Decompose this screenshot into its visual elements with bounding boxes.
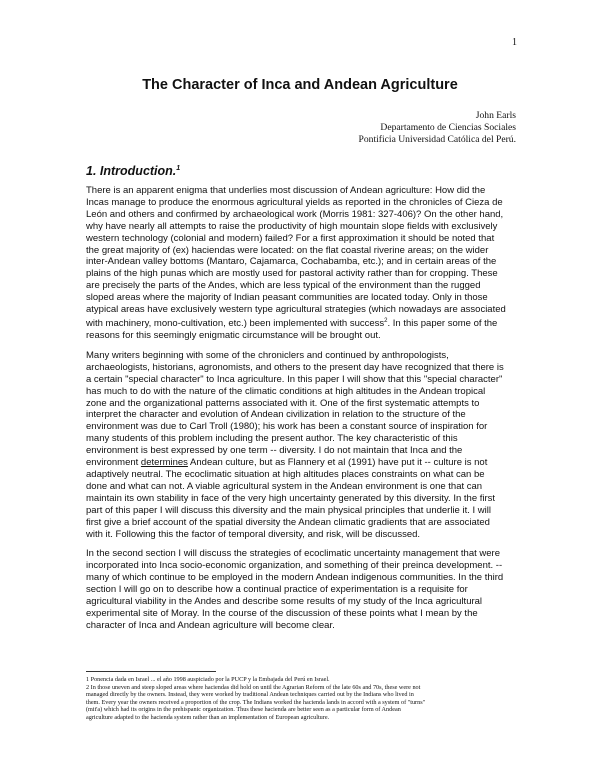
body-text bbox=[86, 185, 522, 640]
text-line: maintain its own stability in face of the very high uncertainty generated by this diversity. In the first bbox=[86, 492, 496, 504]
text-fragment: environment bbox=[86, 457, 139, 469]
paragraph-2 bbox=[86, 350, 522, 541]
underlined-word: determines bbox=[140, 457, 188, 469]
text-line: environment was due to Carl Troll (1980); his work has been a constant source of inspiration for bbox=[86, 421, 488, 433]
text-fragment: with machinery, mono-cultivation, etc.) been implemented with success bbox=[86, 318, 385, 330]
footnote-divider bbox=[86, 671, 216, 672]
author-department: Departamento de Ciencias Sociales bbox=[380, 122, 516, 133]
author-block bbox=[359, 110, 516, 146]
footnote-1: 1 Ponencia dada en Israel ... el año 1998 auspiciado por la PUCP y la Embajada del Perú en Israel. bbox=[86, 676, 330, 683]
text-fragment: Andean culture, but as Flannery et al (1991) have put it -- culture is not bbox=[187, 457, 488, 469]
text-line: experimental site of Moray. In the course of the discussion of these points what I mean by the bbox=[86, 607, 478, 619]
footnotes bbox=[86, 676, 522, 722]
text-line: interpret the character and evolution of Andean civilization in relation to the structure of the bbox=[86, 409, 466, 421]
section-heading-footnote-ref: 1 bbox=[176, 164, 181, 172]
footnote-ref-2: 2 bbox=[384, 317, 388, 324]
text-line: atypical areas have exclusively western type agricultural strategies (which nowadays are associated bbox=[86, 304, 506, 316]
footnote-2-line: 2 In those uneven and steep sloped areas where haciendas did hold on until the Agrarian Reform of the late 60s and 70s, these were not bbox=[86, 683, 421, 691]
text-line: with it. Following this the factor of temporal diversity, and risk, will be discussed. bbox=[86, 528, 421, 540]
text-line: a certain "special character" to Inca agriculture. In this paper I will show that this "special character" bbox=[86, 373, 503, 385]
text-line: archaeologists, historians, agronomists, and others to the present day have recognized that there is bbox=[86, 361, 504, 373]
paragraph-3 bbox=[86, 548, 522, 631]
footnote-2-line: them. Every year the owners received a proportion of the crop. The Indians worked the hacienda lands in accord with a system of "turns" bbox=[86, 698, 426, 706]
section-heading bbox=[86, 164, 180, 178]
text-line: many of which continue to be employed in the modern Andean indigenous communities. In the third bbox=[86, 572, 504, 584]
text-line: agricultural viability in the Andes and describe some results of my study of the Inca agricultural bbox=[86, 596, 483, 608]
text-line: environment is best expressed by one term -- diversity. I do not maintain that Inca and the bbox=[86, 445, 463, 457]
text-line: reasons for this seemingly enigmatic circumstance will be brought out. bbox=[86, 330, 381, 342]
text-line: León and others and confirmed by archaeological work (Morris 1981: 327-406)? On the other hand, bbox=[86, 208, 504, 220]
text-line: adaptively neutral. The ecoclimatic situation at high altitudes places constraints on what can be bbox=[86, 469, 485, 480]
text-line: many students of this problem including the present author. The key characteristic of this bbox=[86, 433, 458, 445]
text-line: the great majority of (ex) haciendas were located: on the flat coastal riverine areas; on the wider bbox=[86, 244, 489, 256]
text-line: part of this paper I will discuss this diversity and the main physical principles that underlie it. I will bbox=[86, 504, 491, 516]
text-line: western technology (colonial and modern) failed? For a first approximation it should be noted that bbox=[86, 232, 495, 244]
footnote-2-line: (mit'a) which had its origins in the prehispanic organization. Thus these hacienda are better seen as a particular form of Andean bbox=[86, 706, 401, 714]
text-line bbox=[86, 457, 522, 469]
text-line: plains of the high punas which are mostly used for pastoral activity rather than for cropping. These bbox=[86, 268, 498, 280]
footnote-2-line: agriculture adapted to the hacienda system rather than an implementation of European agriculture. bbox=[86, 713, 330, 721]
text-line: zone and the organizational patterns associated with it. One of the first systematic attempts to bbox=[86, 397, 480, 409]
text-line: first give a brief account of the spatial diversity the Andean climatic gradients that are associated bbox=[86, 516, 490, 528]
text-fragment: . In this paper some of the bbox=[387, 318, 498, 330]
text-line: character of Inca and Andean agriculture will become clear. bbox=[86, 619, 335, 631]
text-line: incorporated into Inca socio-economic organization, and something of their preinca development. -- bbox=[86, 560, 503, 572]
text-line: inter-Andean valley bottoms (Mantaro, Cajamarca, Cochabamba, etc.); and in certain areas of the bbox=[86, 256, 497, 268]
author-name: John Earls bbox=[475, 110, 516, 121]
text-line: done and what can not. A viable agricultural system in the Andean environment is one that can bbox=[86, 480, 483, 492]
document-title: The Character of Inca and Andean Agriculture bbox=[142, 77, 458, 93]
text-line: Many writers beginning with some of the chroniclers and continued by anthropologists, bbox=[86, 349, 449, 361]
text-line: section I will go on to describe how a continual practice of experimentation is a requisite for bbox=[86, 584, 468, 596]
text-line: are precisely the parts of the Andes, which are less typical of the environment than the rugged bbox=[86, 280, 481, 292]
text-line bbox=[86, 316, 522, 330]
text-line: In the second section I will discuss the strategies of ecoclimatic uncertainty management that were bbox=[86, 548, 500, 560]
text-line: sloped areas where the majority of Indian peasant communities are located today. Only in those bbox=[86, 292, 488, 304]
text-line: has much to do with the nature of the climatic conditions at high altitudes in the Andean tropical bbox=[86, 385, 486, 397]
section-heading-text: 1. Introduction. bbox=[86, 164, 177, 178]
text-line: There is an apparent enigma that underlies most discussion of Andean agriculture: How did the bbox=[86, 185, 486, 196]
footnote-2-line: managed directly by the owners. Instead, they were worked by traditional Andean techniques carried out by the Indians who lived in bbox=[86, 691, 414, 699]
author-university: Pontificia Universidad Católica del Perú. bbox=[358, 134, 516, 145]
page-number: 1 bbox=[512, 37, 517, 48]
text-line: Incas manage to produce the enormous agricultural yields as reported in the chronicles of Cieza de bbox=[86, 196, 503, 208]
text-line: why have nearly all attempts to raise the productivity of high mountain slope fields with exclusively bbox=[86, 220, 498, 232]
paragraph-1 bbox=[86, 185, 522, 342]
